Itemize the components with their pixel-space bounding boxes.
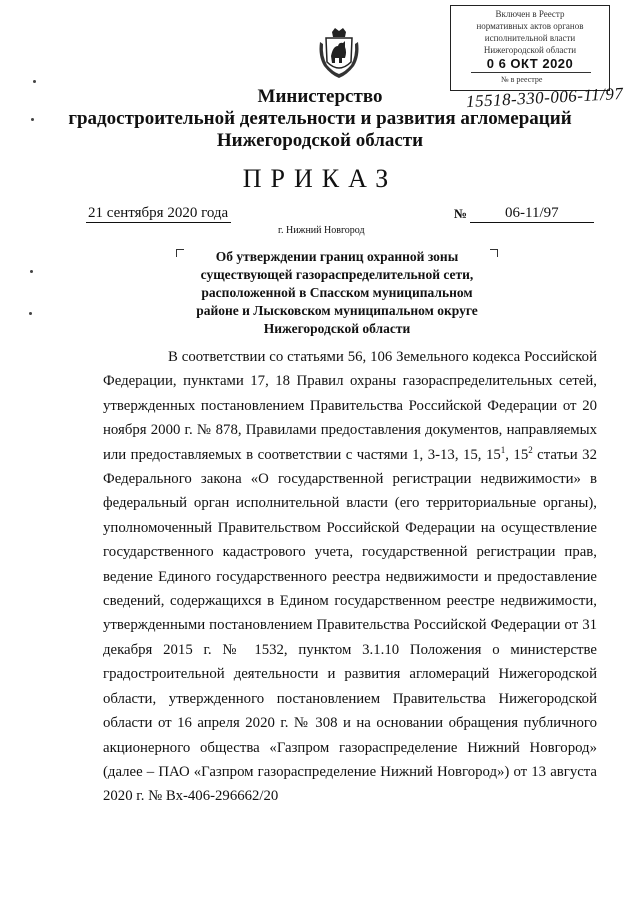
handwritten-registry-number: 15518-330-006-11/97	[465, 83, 624, 112]
stamp-reg-label: № в реестре	[501, 75, 543, 84]
body-paragraph	[103, 345, 597, 809]
subject-line: районе и Лысковском муниципальном округе	[196, 303, 478, 318]
ministry-title: Нижегородской области	[216, 130, 424, 151]
stamp-line: исполнительной власти	[484, 33, 576, 43]
subject-line: существующей газораспределительной сети,	[200, 267, 474, 282]
document-type-title: ПРИКАЗ	[242, 164, 398, 193]
margin-mark	[30, 270, 33, 273]
superscript: 2	[528, 444, 533, 455]
ministry-title: Министерство	[257, 86, 383, 107]
body-text-part: В соответствии со статьями 56, 106 Земельного кодекса Российской Федерации, пунктами 17, 18 Правил охраны газораспределительных сетей, утвержденных постановлением Правительства Российской Федерации от 20 ноября 2000 г. № 878, Правилами предоставления документов, направляемых или предоставляемых в соответствии с частями 1, 3-13, 15, 15	[103, 349, 597, 463]
subject-line: Об утверждении границ охранной зоны	[215, 249, 459, 264]
order-subject	[176, 248, 498, 338]
coat-of-arms-icon	[318, 28, 360, 80]
body-text-part: статьи 32 Федерального закона «О государственной регистрации недвижимости» в федеральный орган исполнительной власти (его территориальные органы), уполномоченный Правительством Российской Федерации на осуществление государственного кадастрового учета, государственной регистрации прав, ведение Единого государственного реестра недвижимости и предоставление сведений, содержащихся в Едином государственном реестре недвижимости, утвержденными постановлением Правительства Российской Федерации от 31 декабря 2015 г. № 1532, пунктом 3.1.10 Положения о министерстве градостроительной деятельности и развития агломераций Нижегородской области, утвержденного постановлением Правительства Нижегородской области от 16 апреля 2020 г. № 308 и на основании обращения публичного акционерного общества «Газпром газораспределение Нижний Новгород» (далее – ПАО «Газпром газораспределение Нижний Новгород») от 13 августа 2020 г. № Вх-406-296662/20	[103, 446, 597, 805]
body-text-part: , 15	[505, 446, 529, 463]
stamp-line: нормативных актов органов	[476, 21, 584, 31]
margin-mark	[31, 118, 34, 121]
number-sign: №	[454, 206, 468, 221]
ministry-title: градостроительной деятельности и развития агломераций	[68, 108, 572, 129]
margin-mark	[29, 312, 32, 315]
margin-mark	[33, 80, 36, 83]
stamp-line: Включен в Реестр	[495, 9, 565, 19]
subject-line: расположенной в Спасском муниципальном	[201, 285, 473, 300]
order-city: г. Нижний Новгород	[278, 225, 365, 236]
stamp-date: 0 6 ОКТ 2020	[486, 56, 574, 71]
order-number: 06-11/97	[505, 205, 559, 221]
stamp-line: Нижегородской области	[483, 45, 577, 55]
registry-stamp	[450, 5, 610, 91]
date-underline	[86, 222, 231, 223]
stamp-divider	[471, 72, 591, 73]
subject-line: Нижегородской области	[263, 321, 411, 336]
superscript: 1	[500, 444, 506, 455]
number-underline	[470, 222, 594, 223]
order-date: 21 сентября 2020 года	[88, 205, 229, 221]
